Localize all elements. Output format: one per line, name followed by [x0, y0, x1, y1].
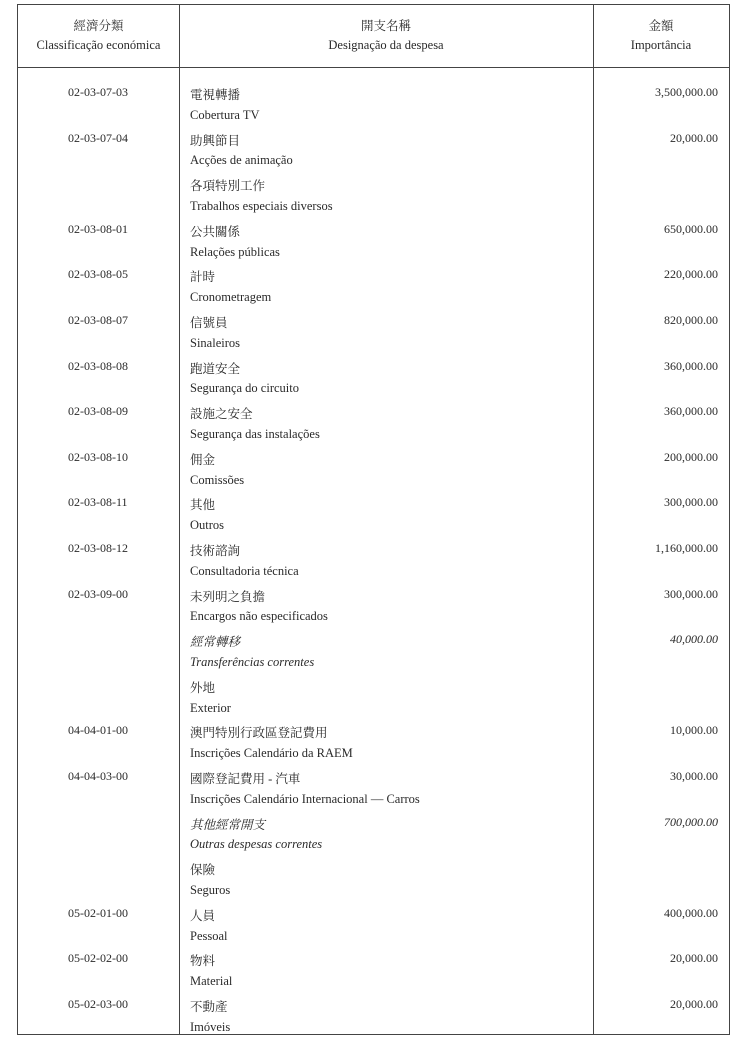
description-cell: Relações públicas: [190, 244, 280, 259]
description-cell: Inscrições Calendário da RAEM: [190, 746, 353, 761]
description-cell: 其他: [190, 498, 216, 513]
code-cell: 02-03-08-12: [68, 541, 128, 555]
code-cell: 04-04-03-00: [68, 769, 128, 783]
code-cell: 02-03-08-08: [68, 358, 128, 373]
amount-cell: 20,000.00: [670, 130, 718, 145]
table-row: [18, 972, 729, 995]
table-row: [18, 1018, 729, 1041]
table-row: [18, 949, 729, 972]
budget-table: [17, 4, 730, 1035]
description-cell: Imóveis: [190, 1019, 231, 1034]
table-row: [18, 493, 729, 516]
code-cell: 05-02-02-00: [68, 951, 128, 966]
description-cell: 經常轉移: [190, 635, 241, 650]
code-cell: 02-03-07-03: [68, 85, 128, 99]
table-row: [18, 927, 729, 950]
table-row: [18, 676, 729, 699]
description-cell: Material: [190, 974, 233, 989]
description-cell: 保險: [190, 863, 216, 878]
table-row: [18, 767, 729, 790]
description-cell: 佣金: [190, 452, 216, 467]
amount-cell: 300,000.00: [664, 495, 718, 510]
table-row: [18, 539, 729, 562]
description-cell: Sinaleiros: [190, 335, 240, 350]
table-row: [18, 197, 729, 220]
table-row: [18, 265, 729, 288]
table-row: [18, 311, 729, 334]
description-cell: 跑道安全: [190, 361, 241, 376]
amount-cell: 820,000.00: [664, 313, 718, 327]
table-row: [18, 699, 729, 722]
description-cell: 設施之安全: [190, 407, 253, 422]
amount-cell: 650,000.00: [664, 221, 718, 236]
description-cell: Cronometragem: [190, 290, 272, 305]
description-cell: 各項特別工作: [190, 179, 266, 194]
table-row: [18, 562, 729, 585]
table-row: [18, 995, 729, 1018]
code-cell: 05-02-01-00: [68, 905, 128, 920]
table-row: [18, 471, 729, 494]
table-row: [18, 516, 729, 539]
table-row: [18, 790, 729, 813]
description-cell: Acções de animação: [190, 153, 293, 168]
table-row: [18, 425, 729, 448]
code-cell: 02-03-08-07: [68, 313, 128, 327]
description-cell: 物料: [190, 954, 216, 969]
description-cell: Segurança do circuito: [190, 381, 299, 396]
header-classification-pt: Classificação económica: [36, 38, 161, 52]
description-cell: Comissões: [190, 472, 245, 487]
amount-cell: 10,000.00: [670, 723, 718, 738]
code-cell: 02-03-08-11: [68, 495, 128, 510]
code-cell: 02-03-09-00: [68, 586, 128, 601]
table-row: [18, 106, 729, 129]
description-cell: 未列明之負擔: [190, 589, 266, 604]
description-cell: Outras despesas correntes: [190, 837, 323, 852]
table-row: [18, 607, 729, 630]
description-cell: Exterior: [190, 700, 231, 715]
amount-cell: 220,000.00: [664, 267, 718, 282]
table-row: [18, 243, 729, 266]
code-cell: 02-03-07-04: [68, 130, 128, 145]
code-cell: 02-03-08-01: [68, 221, 128, 236]
description-cell: 外地: [190, 680, 216, 695]
code-cell: 02-03-08-05: [68, 267, 128, 282]
table-row: [18, 379, 729, 402]
table-row: [18, 835, 729, 858]
table-row: [18, 151, 729, 174]
table-row: [18, 721, 729, 744]
header-amount-pt: Importância: [630, 38, 692, 52]
description-cell: Encargos não especificados: [190, 609, 328, 624]
table-row: [18, 858, 729, 881]
header-classification: [18, 5, 179, 67]
amount-cell: 700,000.00: [664, 814, 718, 829]
description-cell: 計時: [190, 270, 216, 285]
table-row: [18, 813, 729, 836]
table-row: [18, 220, 729, 243]
table-row: [18, 174, 729, 197]
amount-cell: 20,000.00: [670, 951, 718, 966]
description-cell: Inscrições Calendário Internacional — Carros: [190, 791, 420, 806]
table-row: [18, 653, 729, 676]
header-designation: [179, 5, 593, 67]
description-cell: 公共關係: [190, 224, 241, 239]
table-row: [18, 904, 729, 927]
table-row: [18, 129, 729, 152]
header-designation-pt: Designação da despesa: [328, 38, 444, 52]
amount-cell: 300,000.00: [664, 586, 718, 601]
code-cell: 05-02-03-00: [68, 997, 128, 1011]
amount-cell: 360,000.00: [664, 358, 718, 373]
description-cell: Outros: [190, 518, 225, 533]
code-cell: 02-03-08-09: [68, 404, 128, 419]
table-row: [18, 585, 729, 608]
amount-cell: 400,000.00: [664, 905, 718, 920]
header-classification-zh: 經濟分類: [73, 19, 124, 33]
table-row: [18, 83, 729, 106]
header-divider: [18, 67, 729, 68]
description-cell: Segurança das instalações: [190, 427, 320, 441]
amount-cell: 360,000.00: [664, 404, 718, 419]
amount-cell: 1,160,000.00: [655, 541, 718, 555]
description-cell: Pessoal: [190, 928, 228, 943]
code-cell: 02-03-08-10: [68, 449, 128, 464]
description-cell: 人員: [190, 908, 216, 923]
table-row: [18, 448, 729, 471]
table-row: [18, 630, 729, 653]
amount-cell: 3,500,000.00: [655, 85, 718, 99]
amount-cell: 20,000.00: [670, 997, 718, 1011]
code-cell: 04-04-01-00: [68, 723, 128, 738]
amount-cell: 30,000.00: [670, 769, 718, 783]
description-cell: 澳門特別行政區登記費用: [190, 726, 328, 741]
description-cell: Trabalhos especiais diversos: [190, 199, 333, 213]
table-row: [18, 881, 729, 904]
description-cell: 國際登記費用 - 汽車: [190, 772, 301, 786]
header-designation-zh: 開支名稱: [360, 19, 411, 33]
description-cell: 助興節目: [190, 133, 241, 148]
table-row: [18, 744, 729, 767]
description-cell: 電視轉播: [190, 88, 241, 102]
description-cell: Consultadoria técnica: [190, 563, 299, 578]
table-row: [18, 402, 729, 425]
header-amount-zh: 金額: [648, 19, 674, 33]
description-cell: Transferências correntes: [190, 655, 315, 669]
table-row: [18, 288, 729, 311]
description-cell: 不動產: [190, 1000, 228, 1014]
description-cell: Seguros: [190, 883, 231, 897]
table-row: [18, 357, 729, 380]
description-cell: 信號員: [190, 316, 228, 330]
table-row: [18, 334, 729, 357]
description-cell: 其他經常開支: [190, 817, 266, 832]
header-amount: [593, 5, 729, 67]
amount-cell: 200,000.00: [664, 449, 718, 464]
amount-cell: 40,000.00: [670, 632, 718, 647]
description-cell: Cobertura TV: [190, 107, 260, 122]
description-cell: 技術諮詢: [190, 544, 241, 558]
